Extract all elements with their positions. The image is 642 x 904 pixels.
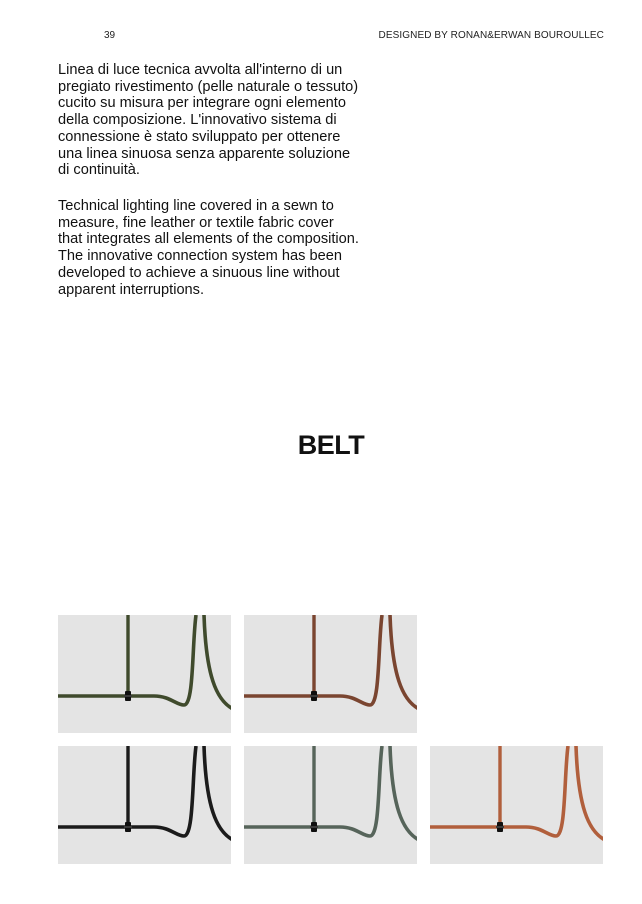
belt-tail xyxy=(204,746,231,840)
text-line: una linea sinuosa senza apparente soluzione xyxy=(58,145,351,162)
product-title: BELT xyxy=(297,430,365,460)
page-header xyxy=(0,30,642,44)
belt-tail xyxy=(576,746,603,840)
color-swatch-sage xyxy=(244,746,417,864)
description-italian xyxy=(58,62,398,179)
text-line: pregiato rivestimento (pelle naturale o tessuto) xyxy=(58,78,359,95)
color-swatch-olive xyxy=(58,615,231,733)
color-swatch-terracotta xyxy=(430,746,603,864)
connector-band xyxy=(124,695,132,697)
belt-lamp-illustration xyxy=(58,615,231,733)
page-number: 39 xyxy=(104,30,116,41)
description-english xyxy=(58,198,398,298)
text-line: connessione è stato sviluppato per ottenere xyxy=(58,128,341,145)
text-line: The innovative connection system has been xyxy=(58,248,342,265)
connector-band xyxy=(496,826,504,828)
text-line: Linea di luce tecnica avvolta all'interno di un xyxy=(58,62,343,78)
belt-lamp-illustration xyxy=(58,746,231,864)
belt-tail xyxy=(204,615,231,709)
text-line: della composizione. L'innovativo sistema di xyxy=(58,112,337,129)
text-line: cucito su misura per integrare ogni elemento xyxy=(58,95,346,112)
belt-tail xyxy=(390,615,417,709)
designer-credit: DESIGNED BY RONAN&ERWAN BOUROULLEC xyxy=(378,30,604,41)
text-line: measure, fine leather or textile fabric cover xyxy=(58,214,334,231)
text-line: Technical lighting line covered in a sewn to xyxy=(58,198,334,214)
color-swatch-brown xyxy=(244,615,417,733)
belt-tail xyxy=(390,746,417,840)
text-line: that integrates all elements of the composition. xyxy=(58,231,359,248)
belt-lamp-illustration xyxy=(244,746,417,864)
text-line: di continuità. xyxy=(58,162,140,179)
belt-lamp-illustration xyxy=(244,615,417,733)
connector-band xyxy=(124,826,132,828)
text-line: apparent interruptions. xyxy=(58,281,205,298)
connector-band xyxy=(310,826,318,828)
text-line: developed to achieve a sinuous line without xyxy=(58,264,340,281)
color-swatch-black xyxy=(58,746,231,864)
connector-band xyxy=(310,695,318,697)
belt-lamp-illustration xyxy=(430,746,603,864)
